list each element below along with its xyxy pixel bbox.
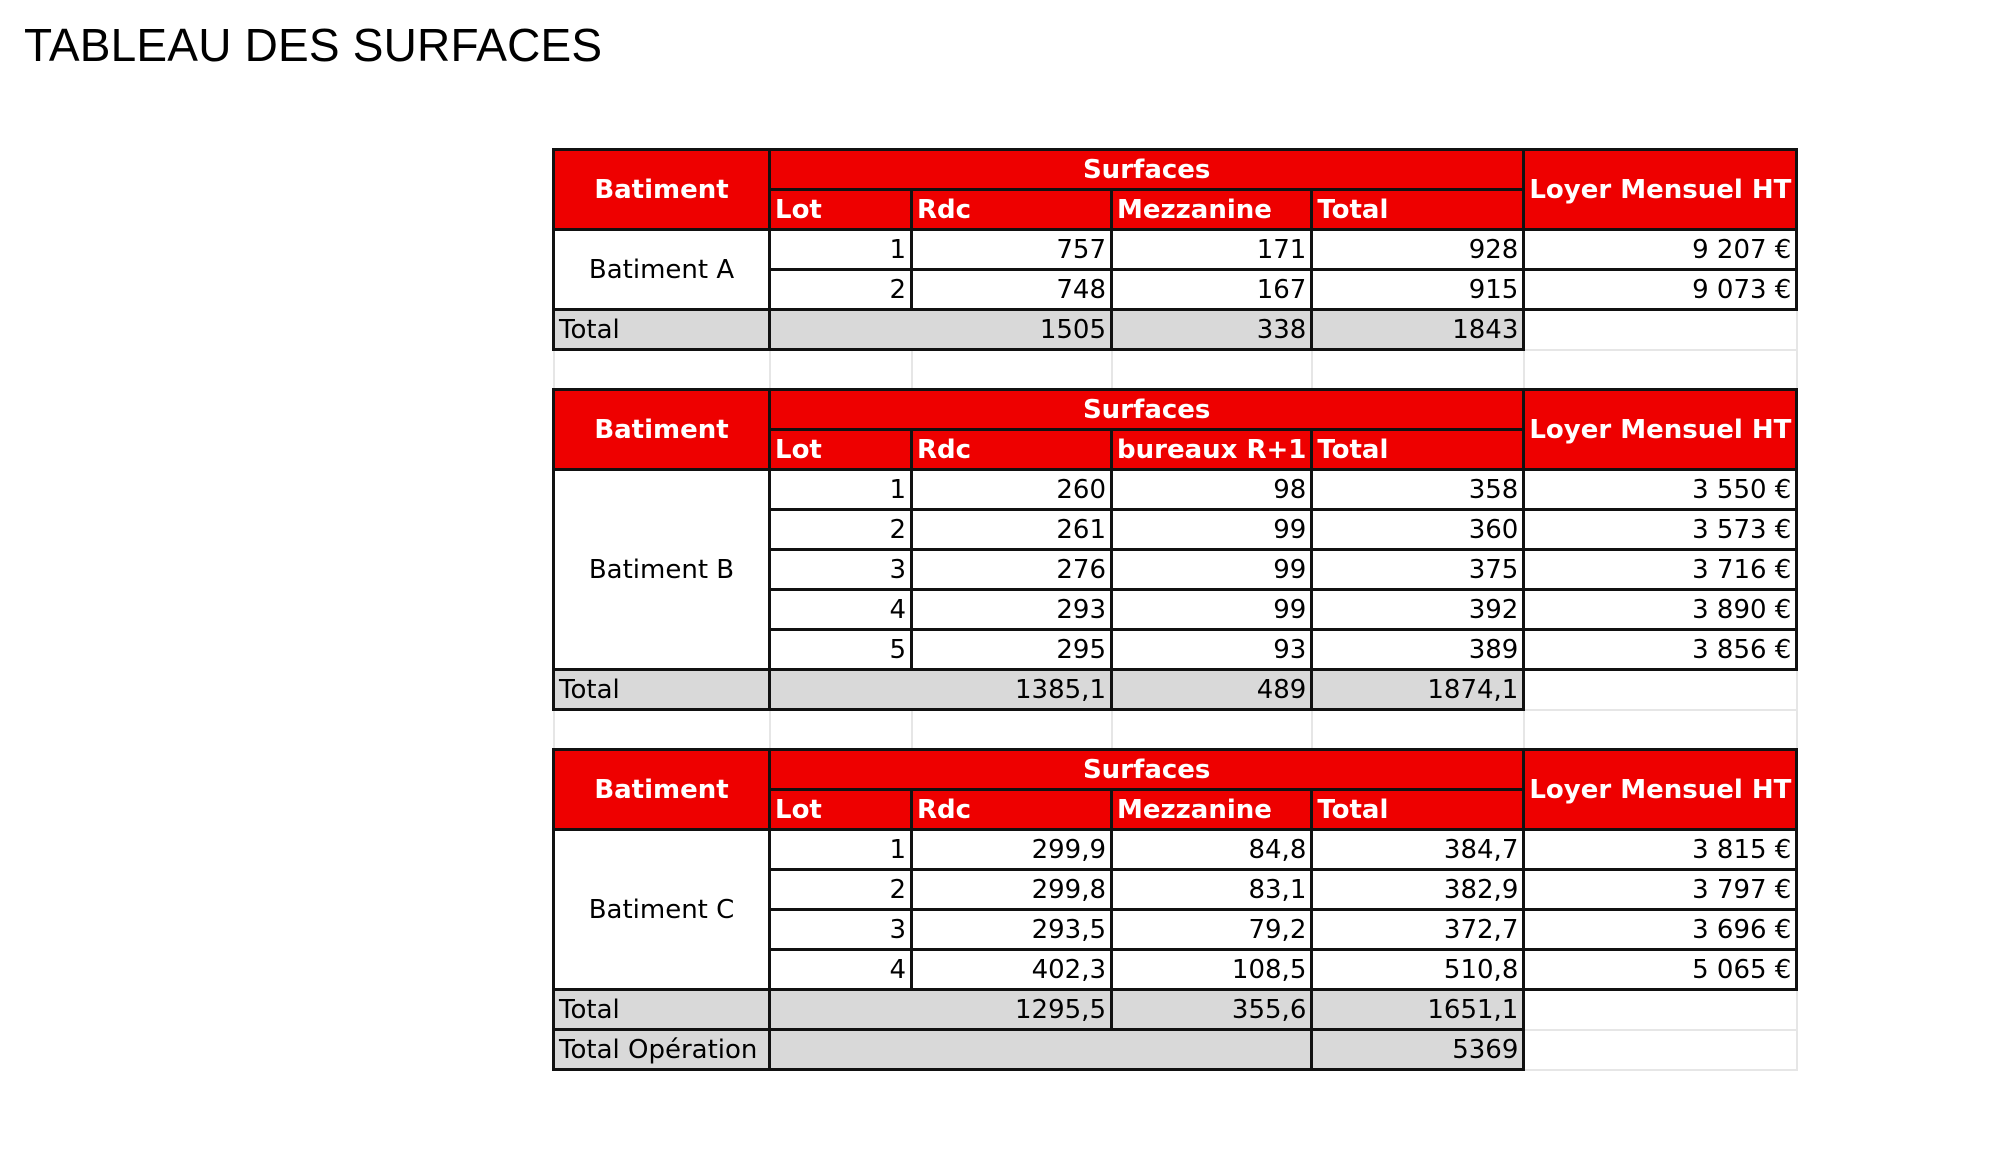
cell-lot: 1 xyxy=(770,830,912,870)
header-loyer: Loyer Mensuel HT xyxy=(1524,150,1797,230)
cell-total: 372,7 xyxy=(1312,910,1524,950)
building-name: Batiment C xyxy=(554,830,770,990)
cell-loyer: 3 890 € xyxy=(1524,590,1797,630)
cell-lot: 2 xyxy=(770,270,912,310)
cell-floor: 79,2 xyxy=(1112,910,1312,950)
empty-cell xyxy=(1524,1030,1797,1070)
total-label: Total xyxy=(554,670,770,710)
cell-rdc: 261 xyxy=(912,510,1112,550)
header-total: Total xyxy=(1312,430,1524,470)
table-header-row xyxy=(554,390,1797,430)
total-total: 1843 xyxy=(1312,310,1524,350)
table-header-row xyxy=(554,750,1797,790)
cell-loyer: 5 065 € xyxy=(1524,950,1797,990)
cell-floor: 99 xyxy=(1112,510,1312,550)
total-row xyxy=(554,990,1797,1030)
cell-rdc: 295 xyxy=(912,630,1112,670)
cell-rdc: 293 xyxy=(912,590,1112,630)
header-total: Total xyxy=(1312,790,1524,830)
cell-total: 510,8 xyxy=(1312,950,1524,990)
header-batiment: Batiment xyxy=(554,750,770,830)
cell-lot: 2 xyxy=(770,870,912,910)
header-lot: Lot xyxy=(770,790,912,830)
cell-lot: 1 xyxy=(770,470,912,510)
total-rdc: 1385,1 xyxy=(770,670,1112,710)
total-label: Total xyxy=(554,990,770,1030)
total-row xyxy=(554,310,1797,350)
total-total: 1874,1 xyxy=(1312,670,1524,710)
cell-floor: 93 xyxy=(1112,630,1312,670)
cell-lot: 1 xyxy=(770,230,912,270)
grand-total-label: Total Opération xyxy=(554,1030,770,1070)
cell-total: 928 xyxy=(1312,230,1524,270)
cell-total: 384,7 xyxy=(1312,830,1524,870)
cell-floor: 98 xyxy=(1112,470,1312,510)
cell-rdc: 402,3 xyxy=(912,950,1112,990)
total-label: Total xyxy=(554,310,770,350)
cell-lot: 2 xyxy=(770,510,912,550)
header-floor: bureaux R+1 xyxy=(1112,430,1312,470)
cell-lot: 3 xyxy=(770,550,912,590)
header-floor: Mezzanine xyxy=(1112,190,1312,230)
cell-floor: 108,5 xyxy=(1112,950,1312,990)
header-floor: Mezzanine xyxy=(1112,790,1312,830)
cell-loyer: 3 815 € xyxy=(1524,830,1797,870)
cell-rdc: 757 xyxy=(912,230,1112,270)
empty-cell xyxy=(1524,310,1797,350)
cell-loyer: 3 550 € xyxy=(1524,470,1797,510)
total-rdc: 1295,5 xyxy=(770,990,1112,1030)
grand-total-row xyxy=(554,1030,1797,1070)
grand-total-value: 5369 xyxy=(1312,1030,1524,1070)
cell-loyer: 3 696 € xyxy=(1524,910,1797,950)
cell-floor: 99 xyxy=(1112,550,1312,590)
header-total: Total xyxy=(1312,190,1524,230)
cell-rdc: 260 xyxy=(912,470,1112,510)
total-floor: 355,6 xyxy=(1112,990,1312,1030)
cell-floor: 84,8 xyxy=(1112,830,1312,870)
cell-floor: 171 xyxy=(1112,230,1312,270)
cell-total: 358 xyxy=(1312,470,1524,510)
total-rdc: 1505 xyxy=(770,310,1112,350)
total-floor: 338 xyxy=(1112,310,1312,350)
header-loyer: Loyer Mensuel HT xyxy=(1524,750,1797,830)
surfaces-sheet xyxy=(552,148,1798,1071)
surfaces-table xyxy=(552,148,1798,1071)
header-loyer: Loyer Mensuel HT xyxy=(1524,390,1797,470)
header-surfaces: Surfaces xyxy=(770,150,1524,190)
header-batiment: Batiment xyxy=(554,390,770,470)
cell-rdc: 293,5 xyxy=(912,910,1112,950)
cell-loyer: 9 073 € xyxy=(1524,270,1797,310)
cell-rdc: 276 xyxy=(912,550,1112,590)
cell-lot: 5 xyxy=(770,630,912,670)
table-row xyxy=(554,830,1797,870)
building-name: Batiment B xyxy=(554,470,770,670)
total-row xyxy=(554,670,1797,710)
cell-lot: 3 xyxy=(770,910,912,950)
page-title: TABLEAU DES SURFACES xyxy=(24,19,603,71)
cell-rdc: 748 xyxy=(912,270,1112,310)
total-total: 1651,1 xyxy=(1312,990,1524,1030)
cell-loyer: 9 207 € xyxy=(1524,230,1797,270)
cell-loyer: 3 856 € xyxy=(1524,630,1797,670)
cell-floor: 167 xyxy=(1112,270,1312,310)
cell-total: 375 xyxy=(1312,550,1524,590)
cell-floor: 99 xyxy=(1112,590,1312,630)
header-rdc: Rdc xyxy=(912,430,1112,470)
grand-total-empty xyxy=(770,1030,1312,1070)
total-floor: 489 xyxy=(1112,670,1312,710)
table-row xyxy=(554,470,1797,510)
cell-rdc: 299,8 xyxy=(912,870,1112,910)
empty-cell xyxy=(1524,990,1797,1030)
header-lot: Lot xyxy=(770,190,912,230)
building-name: Batiment A xyxy=(554,230,770,310)
spacer-row xyxy=(554,350,1797,390)
header-rdc: Rdc xyxy=(912,190,1112,230)
empty-cell xyxy=(1524,670,1797,710)
header-surfaces: Surfaces xyxy=(770,750,1524,790)
cell-loyer: 3 716 € xyxy=(1524,550,1797,590)
header-rdc: Rdc xyxy=(912,790,1112,830)
table-row xyxy=(554,230,1797,270)
cell-lot: 4 xyxy=(770,590,912,630)
cell-total: 392 xyxy=(1312,590,1524,630)
cell-total: 915 xyxy=(1312,270,1524,310)
cell-lot: 4 xyxy=(770,950,912,990)
cell-loyer: 3 797 € xyxy=(1524,870,1797,910)
cell-total: 382,9 xyxy=(1312,870,1524,910)
header-surfaces: Surfaces xyxy=(770,390,1524,430)
header-lot: Lot xyxy=(770,430,912,470)
cell-loyer: 3 573 € xyxy=(1524,510,1797,550)
cell-total: 360 xyxy=(1312,510,1524,550)
cell-rdc: 299,9 xyxy=(912,830,1112,870)
cell-total: 389 xyxy=(1312,630,1524,670)
table-header-row xyxy=(554,150,1797,190)
spacer-row xyxy=(554,710,1797,750)
cell-floor: 83,1 xyxy=(1112,870,1312,910)
header-batiment: Batiment xyxy=(554,150,770,230)
